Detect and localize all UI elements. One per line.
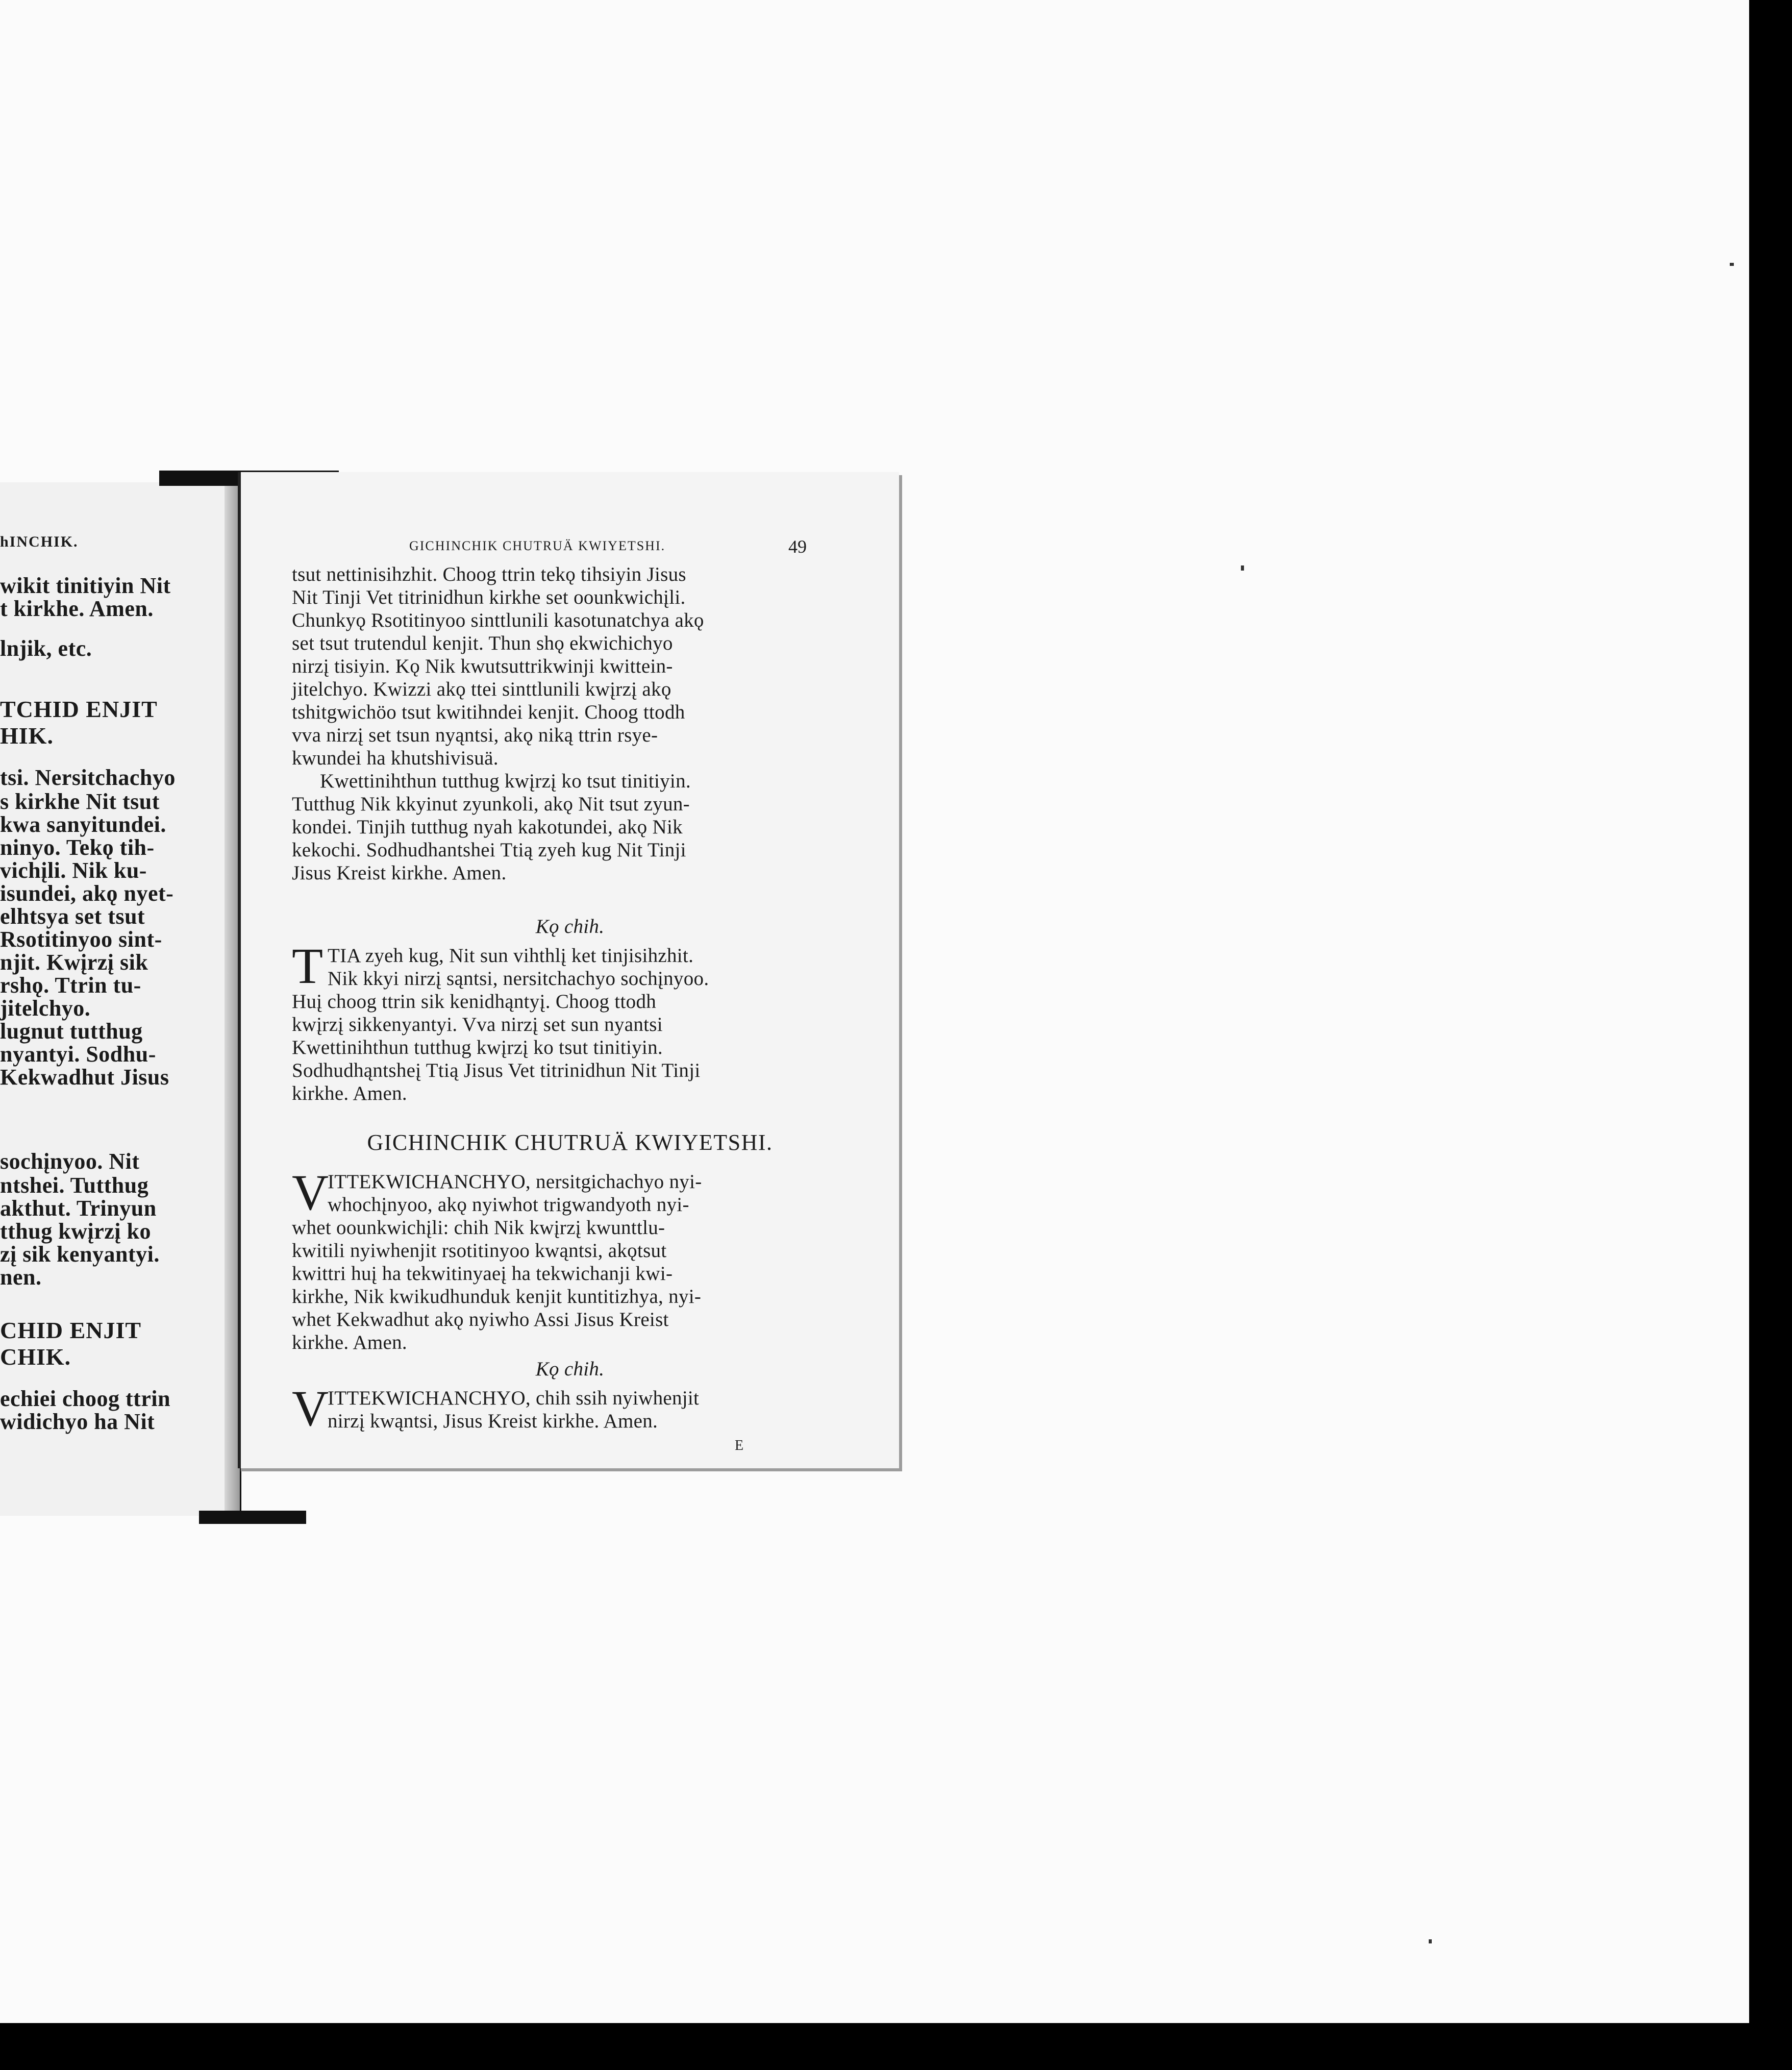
drop-cap: V	[292, 1380, 329, 1437]
body-line: kondei. Tinjih tutthug nyah kakotundei, akǫ Nik	[292, 816, 683, 838]
left-text-line: wikit tinitiyin Nit	[0, 573, 171, 598]
left-section-title: CHIK.	[0, 1344, 71, 1370]
body-line: kirkhe. Amen.	[292, 1332, 407, 1353]
film-edge	[1749, 77, 1792, 2016]
body-line: kirkhe, Nik kwikudhunduk kenjit kuntitizhya, nyi-	[292, 1286, 702, 1308]
left-text-line: rshǫ. Ttrin tu-	[0, 973, 141, 998]
left-section-title: HIK.	[0, 723, 54, 749]
page-number: 49	[788, 536, 807, 557]
left-text-line: isundei, akǫ nyet-	[0, 881, 174, 906]
left-text-line: ntshei. Tutthug	[0, 1173, 149, 1198]
left-text-line: lnjik, etc.	[0, 636, 92, 661]
film-speck	[1730, 263, 1734, 266]
body-line: Kwettinihthun tutthug kwįrzį ko tsut tinitiyin.	[292, 1037, 663, 1058]
body-line: Tutthug Nik kkyinut zyunkoli, akǫ Nit tsut zyun-	[292, 793, 690, 815]
left-text-line: jitelchyo.	[0, 996, 91, 1021]
left-text-line: zį sik kenyantyi.	[0, 1242, 160, 1267]
body-line: kirkhe. Amen.	[292, 1082, 407, 1104]
body-line: nirzį tisiyin. Kǫ Nik kwutsuttrikwinji kwittein-	[292, 655, 673, 677]
body-line: kwundei ha khutshivisuä.	[292, 747, 499, 769]
body-line: Kwettinihthun tutthug kwįrzį ko tsut tinitiyin.	[320, 770, 691, 792]
left-text-line: tthug kwįrzį ko	[0, 1219, 151, 1244]
body-line: ITTEKWICHANCHYO, chih ssih nyiwhenjit	[328, 1387, 700, 1409]
drop-cap: V	[292, 1164, 329, 1221]
body-line: ITTEKWICHANCHYO, nersitgichachyo nyi-	[328, 1171, 702, 1193]
film-speck	[1241, 565, 1244, 571]
binding-tab-bottom	[199, 1511, 306, 1524]
left-text-line: sochįnyoo. Nit	[0, 1149, 140, 1174]
left-running-head: hINCHIK.	[0, 533, 79, 550]
left-text-line: lugnut tutthug	[0, 1019, 143, 1044]
body-line: TIA zyeh kug, Nit sun vihthlį ket tinjisihzhit.	[328, 945, 694, 967]
body-line: kekochi. Sodhudhantshei Ttią zyeh kug Nit Tinji	[292, 839, 686, 861]
body-line: Chunkyǫ Rsotitinyoo sinttlunili kasotunatchya akǫ	[292, 609, 704, 631]
left-text-line: tsi. Nersitchachyo	[0, 765, 176, 790]
body-line: tsut nettinisihzhit. Choog ttrin tekǫ tihsiyin Jisus	[292, 563, 686, 585]
left-text-line: Rsotitinyoo sint-	[0, 927, 162, 952]
left-text-line: t kirkhe. Amen.	[0, 596, 154, 621]
left-text-line: elhtsya set tsut	[0, 904, 145, 929]
left-section-title: TCHID ENJIT	[0, 696, 158, 722]
body-line: jitelchyo. Kwizzi akǫ ttei sinttlunili kwįrzį akǫ	[292, 678, 671, 700]
drop-cap: T	[292, 938, 323, 994]
section-title: GICHINCHIK CHUTRUÄ KWIYETSHI.	[367, 1130, 773, 1155]
body-line: whochįnyoo, akǫ nyiwhot trigwandyoth nyi-	[328, 1194, 689, 1216]
body-line: set tsut trutendul kenjit. Thun shǫ ekwichichyo	[292, 632, 673, 654]
body-line: kwittri huį ha tekwitinyaeį ha tekwichanji kwi-	[292, 1263, 673, 1285]
body-line: Huį choog ttrin sik kenidhąntyį. Choog ttodh	[292, 991, 657, 1013]
left-text-line: widichyo ha Nit	[0, 1409, 155, 1434]
left-text-line: njit. Kwįrzį sik	[0, 950, 148, 975]
left-text-line: akthut. Trinyun	[0, 1196, 157, 1221]
rubric-ko-chih: Kǫ chih.	[535, 1358, 605, 1380]
body-line: Sodhudhąntsheį Ttią Jisus Vet titrinidhun Nit Tinji	[292, 1059, 701, 1081]
left-text-line: ninyo. Tekǫ tih-	[0, 835, 155, 860]
body-line: Nit Tinji Vet titrinidhun kirkhe set oounkwichįli.	[292, 586, 686, 608]
right-page	[238, 472, 899, 1468]
body-line: Nik kkyi nirzį sąntsi, nersitchachyo sochįnyoo.	[328, 968, 709, 990]
body-line: kwįrzį sikkenyantyi. Vva nirzį set sun nyantsi	[292, 1014, 663, 1036]
left-text-line: nyantyi. Sodhu-	[0, 1042, 156, 1067]
body-line: whet Kekwadhut akǫ nyiwho Assi Jisus Kreist	[292, 1309, 669, 1330]
left-section-title: CHID ENJIT	[0, 1317, 142, 1343]
left-text-line: s kirkhe Nit tsut	[0, 789, 160, 814]
rubric-ko-chih: Kǫ chih.	[535, 916, 605, 938]
body-line: kwitili nyiwhenjit rsotitinyoo kwąntsi, akǫtsut	[292, 1240, 667, 1262]
signature-mark: E	[735, 1438, 744, 1453]
body-line: tshitgwichöo tsut kwitihndei kenjit. Choog ttodh	[292, 701, 685, 723]
left-text-line: nen.	[0, 1265, 42, 1290]
body-line: nirzį kwąntsi, Jisus Kreist kirkhe. Amen.	[328, 1410, 658, 1432]
body-line: whet oounkwichįli: chih Nik kwįrzį kwunttlu-	[292, 1217, 665, 1239]
running-head: GICHINCHIK CHUTRUÄ KWIYETSHI.	[409, 538, 666, 553]
left-text-line: echiei choog ttrin	[0, 1386, 171, 1411]
left-text-line: Kekwadhut Jisus	[0, 1065, 169, 1090]
left-text-line: kwa sanyitundei.	[0, 812, 166, 837]
left-text-line: vichįli. Nik ku-	[0, 858, 147, 883]
body-line: vva nirzį set tsun nyąntsi, akǫ niką ttrin rsye-	[292, 724, 658, 746]
body-line: Jisus Kreist kirkhe. Amen.	[292, 862, 507, 884]
film-speck	[1429, 1939, 1432, 1943]
left-page-fragment	[0, 482, 241, 1516]
